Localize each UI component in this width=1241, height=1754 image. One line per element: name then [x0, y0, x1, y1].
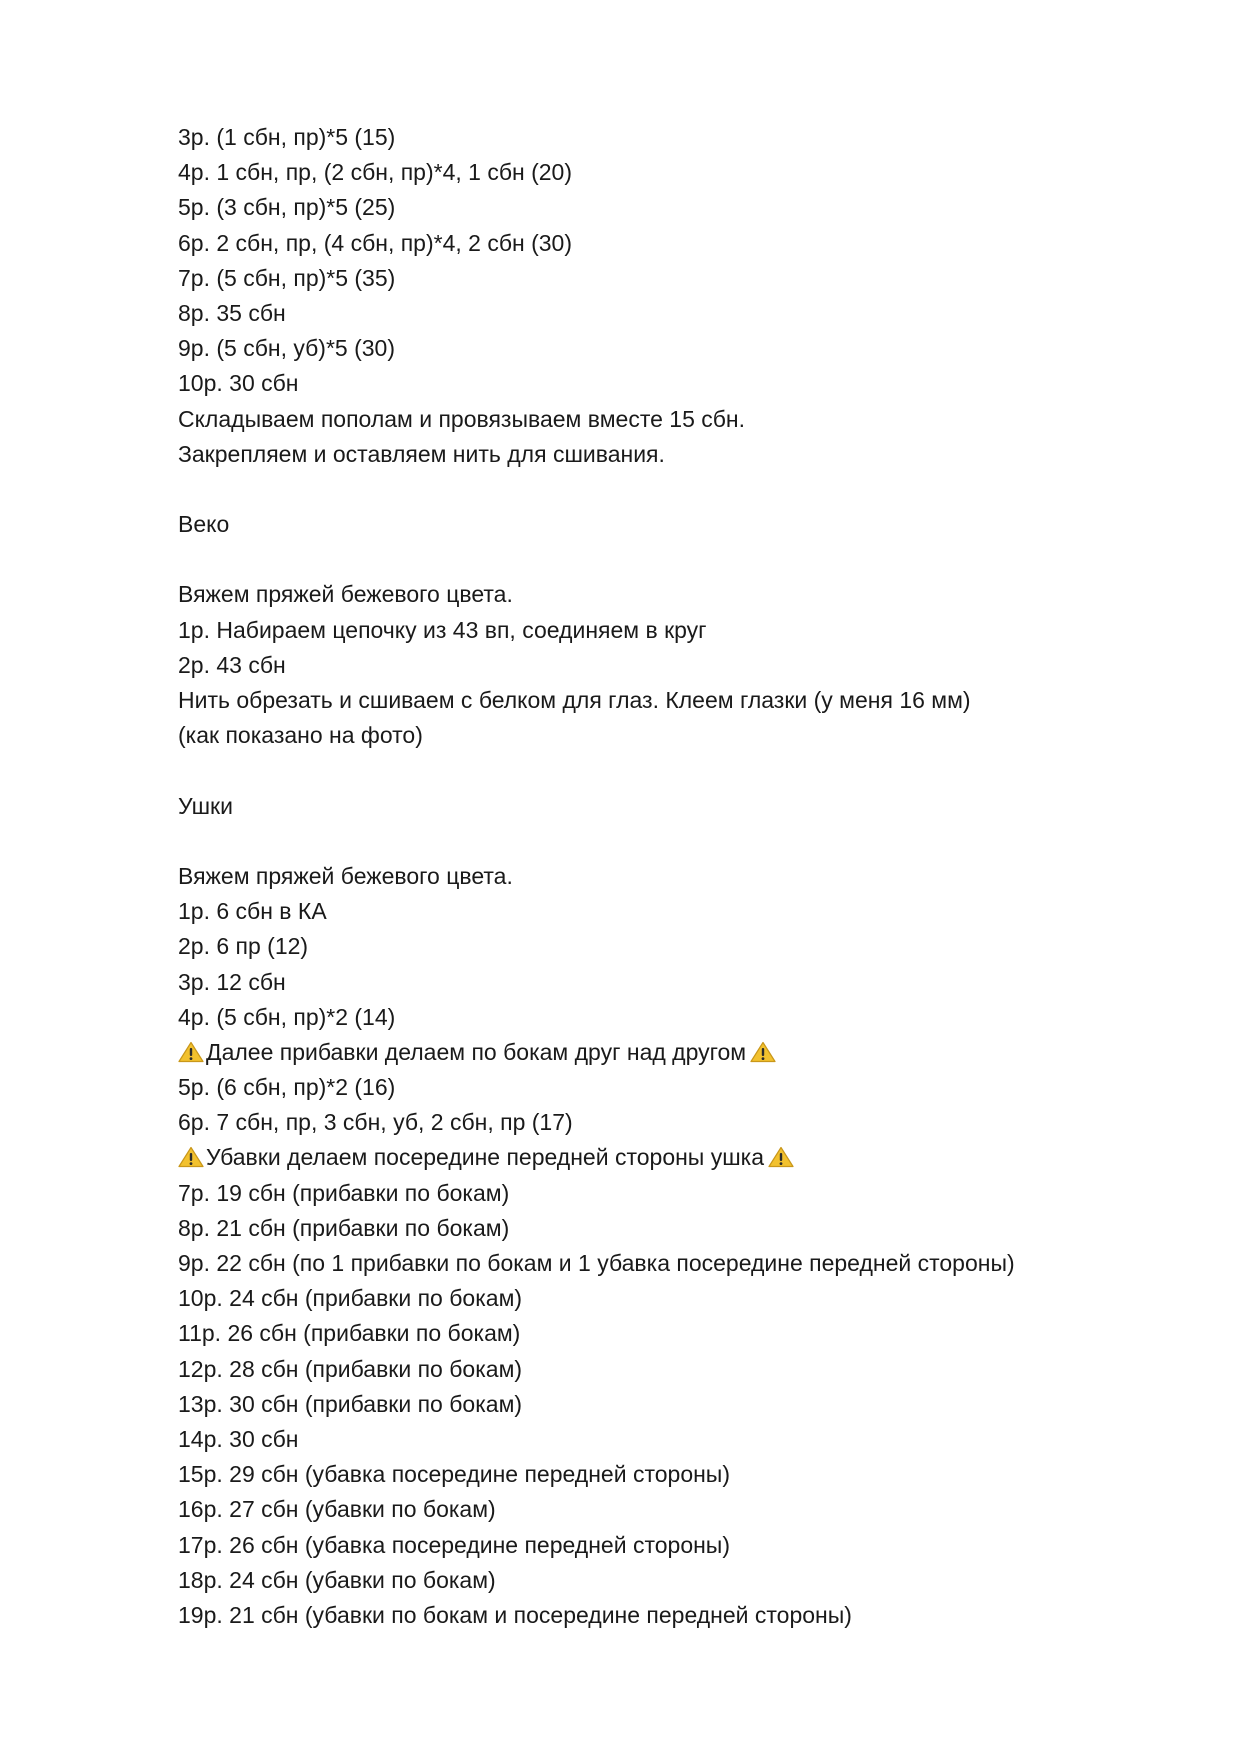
- text-line: (как показано на фото): [178, 722, 423, 749]
- warning-sign-icon: [178, 1146, 204, 1168]
- blank-line: [178, 472, 1158, 507]
- text-line: 10р. 24 сбн (прибавки по бокам): [178, 1285, 523, 1312]
- blank-line: [178, 542, 1158, 577]
- text-line: 1р. Набираем цепочку из 43 вп, соединяем в круг: [178, 616, 707, 643]
- section-veko: [178, 507, 1158, 753]
- text-line: Вяжем пряжей бежевого цвета.: [178, 581, 513, 608]
- section-heading: Веко: [178, 511, 230, 538]
- text-line: 3р. 12 сбн: [178, 968, 286, 995]
- warning-line: [178, 1140, 1158, 1175]
- text-line: 13р. 30 сбн (прибавки по бокам): [178, 1390, 523, 1417]
- text-line: 4р. (5 сбн, пр)*2 (14): [178, 1003, 396, 1030]
- text-line: 4р. 1 сбн, пр, (2 сбн, пр)*4, 1 сбн (20): [178, 159, 572, 186]
- text-line: 5р. (6 сбн, пр)*2 (16): [178, 1074, 396, 1101]
- text-line: 7р. (5 сбн, пр)*5 (35): [178, 264, 396, 291]
- text-line: 6р. 2 сбн, пр, (4 сбн, пр)*4, 2 сбн (30): [178, 229, 572, 256]
- text-line: 7р. 19 сбн (прибавки по бокам): [178, 1179, 510, 1206]
- text-line: 15р. 29 сбн (убавка посередине передней стороны): [178, 1461, 730, 1488]
- warning-text: Убавки делаем посередине передней стороны ушка: [206, 1144, 765, 1171]
- text-line: 8р. 35 сбн: [178, 299, 286, 326]
- blank-line: [178, 753, 1158, 788]
- warning-sign-icon: [178, 1041, 204, 1063]
- text-line: 18р. 24 сбн (убавки по бокам): [178, 1566, 496, 1593]
- text-line: 10р. 30 сбн: [178, 370, 299, 397]
- text-line: 11р. 26 сбн (прибавки по бокам): [178, 1320, 521, 1347]
- text-line: 3р. (1 сбн, пр)*5 (15): [178, 124, 396, 150]
- text-line: 19р. 21 сбн (убавки по бокам и посередине передней стороны): [178, 1601, 852, 1628]
- blank-line: [178, 824, 1158, 859]
- text-line: 16р. 27 сбн (убавки по бокам): [178, 1496, 496, 1523]
- warning-sign-icon: [768, 1146, 794, 1168]
- warning-line: [178, 1035, 1158, 1070]
- text-line: 2р. 43 сбн: [178, 651, 286, 678]
- text-line: 1р. 6 сбн в КА: [178, 898, 327, 925]
- document-body: [178, 120, 1158, 1633]
- text-line: Нить обрезать и сшиваем с белком для глаз. Клеем глазки (у меня 16 мм): [178, 687, 971, 713]
- warning-sign-icon: [750, 1041, 776, 1063]
- text-line: 14р. 30 сбн: [178, 1425, 299, 1452]
- text-line: 9р. (5 сбн, уб)*5 (30): [178, 335, 395, 362]
- text-line: Складываем пополам и провязываем вместе 15 сбн.: [178, 405, 746, 432]
- text-line: 8р. 21 сбн (прибавки по бокам): [178, 1214, 510, 1241]
- warning-text: Далее прибавки делаем по бокам друг над другом: [206, 1038, 747, 1065]
- text-line: 2р. 6 пр (12): [178, 933, 309, 960]
- rows-section: [178, 120, 1158, 472]
- text-line: 12р. 28 сбн (прибавки по бокам): [178, 1355, 523, 1382]
- text-line: 6р. 7 сбн, пр, 3 сбн, уб, 2 сбн, пр (17): [178, 1109, 573, 1136]
- text-line: Закрепляем и оставляем нить для сшивания.: [178, 440, 665, 467]
- text-line: 17р. 26 сбн (убавка посередине передней стороны): [178, 1531, 730, 1558]
- text-line: Вяжем пряжей бежевого цвета.: [178, 862, 513, 889]
- section-heading: Ушки: [178, 792, 233, 819]
- text-line: 9р. 22 сбн (по 1 прибавки по бокам и 1 убавка посередине передней стороны): [178, 1250, 1015, 1276]
- text-line: 5р. (3 сбн, пр)*5 (25): [178, 194, 396, 221]
- section-ushki: [178, 789, 1158, 1634]
